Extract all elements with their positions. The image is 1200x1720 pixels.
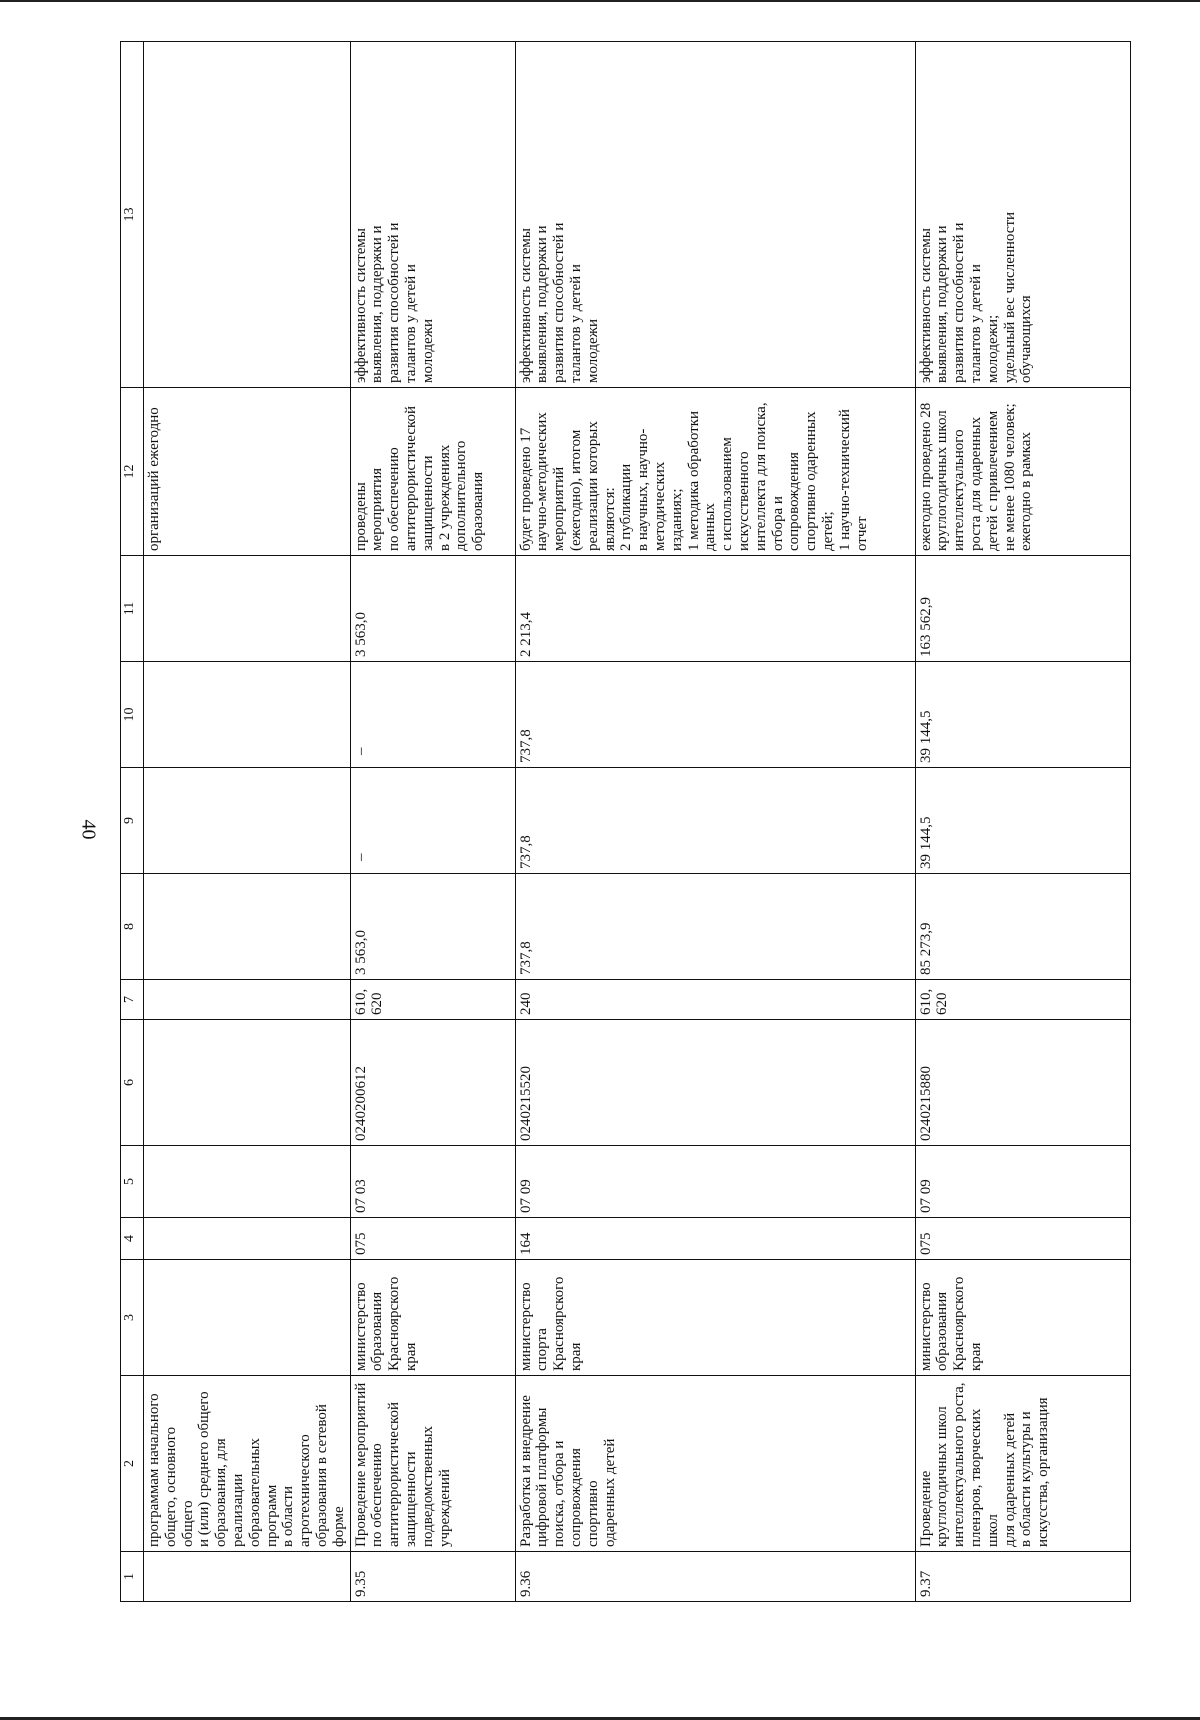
cell-num: 9.36: [515, 1552, 915, 1602]
page-number: 40: [77, 819, 100, 840]
cell-executor: министерство образования Красноярского края: [350, 1260, 515, 1376]
cell-name: программам начального общего, основного общего и (или) среднего общего образования, для реализации образовательных программ в области агротехнического образования в сетевой форме: [144, 1376, 351, 1552]
scan-top-edge: [0, 0, 1200, 2]
cell-name: Разработка и внедрение цифровой платформы поиска, отбора и сопровождения спортивно одаренных детей: [515, 1376, 915, 1552]
table-row-continuation: [144, 42, 351, 1602]
cell-c4: 075: [350, 1218, 515, 1260]
cell-c5: [144, 1146, 351, 1218]
col-header-13: 13: [121, 42, 144, 388]
cell-c8: 3 563,0: [350, 874, 515, 980]
cell-c7: 610, 620: [915, 980, 1130, 1020]
cell-result: будет проведено 17 научно-методических мероприятий (ежегодно), итогом реализации которых являются: 2 публикации в научных, научно- методических изданиях; 1 методика обработки данных с использованием искусственного интеллекта для поиска, отбора и сопровождения спортивно одаренных детей; 1 научно-технический отчет: [515, 388, 915, 556]
cell-c6: 0240215520: [515, 1020, 915, 1146]
cell-c4: 164: [515, 1218, 915, 1260]
col-header-7: 7: [121, 980, 144, 1020]
cell-result: ежегодно проведено 28 круглогодичных школ интеллектуального роста для одаренных детей с привлечением не менее 1080 человек; ежегодно в рамках: [915, 388, 1130, 556]
cell-goal: [144, 42, 351, 388]
cell-c5: 07 09: [915, 1146, 1130, 1218]
cell-c9: –: [350, 768, 515, 874]
col-header-1: 1: [121, 1552, 144, 1602]
cell-c10: 737,8: [515, 662, 915, 768]
cell-c11: 163 562,9: [915, 556, 1130, 662]
cell-c8: [144, 874, 351, 980]
cell-result: проведены мероприятия по обеспечению антитеррористической защищенности в 2 учреждениях дополнительного образования: [350, 388, 515, 556]
col-header-6: 6: [121, 1020, 144, 1146]
cell-goal: эффективность системы выявления, поддержки и развития способностей и талантов у детей и молодежи: [515, 42, 915, 388]
col-header-2: 2: [121, 1376, 144, 1552]
cell-c10: 39 144,5: [915, 662, 1130, 768]
col-header-11: 11: [121, 556, 144, 662]
cell-c6: [144, 1020, 351, 1146]
cell-executor: министерство образования Красноярского края: [915, 1260, 1130, 1376]
cell-c10: [144, 662, 351, 768]
cell-result: организаций ежегодно: [144, 388, 351, 556]
cell-c6: 0240215880: [915, 1020, 1130, 1146]
cell-goal: эффективность системы выявления, поддержки и развития способностей и талантов у детей и молодежи: [350, 42, 515, 388]
cell-c11: 3 563,0: [350, 556, 515, 662]
activities-table: [120, 41, 1131, 1602]
cell-c9: [144, 768, 351, 874]
cell-num: 9.35: [350, 1552, 515, 1602]
col-header-12: 12: [121, 388, 144, 556]
cell-c11: 2 213,4: [515, 556, 915, 662]
cell-name: Проведение мероприятий по обеспечению антитеррористической защищенности подведомственных учреждений: [350, 1376, 515, 1552]
cell-c7: [144, 980, 351, 1020]
col-header-10: 10: [121, 662, 144, 768]
cell-c7: 240: [515, 980, 915, 1020]
cell-c11: [144, 556, 351, 662]
cell-c4: 075: [915, 1218, 1130, 1260]
cell-c5: 07 09: [515, 1146, 915, 1218]
rotated-sheet: [120, 42, 1165, 1602]
cell-c7: 610, 620: [350, 980, 515, 1020]
cell-executor: министерство спорта Красноярского края: [515, 1260, 915, 1376]
cell-c8: 85 273,9: [915, 874, 1130, 980]
table-row-9-37: [915, 42, 1130, 1602]
cell-c8: 737,8: [515, 874, 915, 980]
cell-c9: 39 144,5: [915, 768, 1130, 874]
col-header-8: 8: [121, 874, 144, 980]
table-row-9-36: [515, 42, 915, 1602]
cell-c4: [144, 1218, 351, 1260]
cell-c9: 737,8: [515, 768, 915, 874]
col-header-3: 3: [121, 1260, 144, 1376]
cell-goal: эффективность системы выявления, поддержки и развития способностей и талантов у детей и молодежи; удельный вес численности обучающихся: [915, 42, 1130, 388]
cell-name: Проведение круглогодичных школ интеллектуального роста, пленэров, творческих школ для одаренных детей в области культуры и искусства, организация: [915, 1376, 1130, 1552]
header-row: [121, 42, 144, 1602]
col-header-9: 9: [121, 768, 144, 874]
col-header-4: 4: [121, 1218, 144, 1260]
cell-num: 9.37: [915, 1552, 1130, 1602]
cell-executor: [144, 1260, 351, 1376]
table-row-9-35: [350, 42, 515, 1602]
col-header-5: 5: [121, 1146, 144, 1218]
cell-c5: 07 03: [350, 1146, 515, 1218]
cell-num: [144, 1552, 351, 1602]
cell-c6: 0240200612: [350, 1020, 515, 1146]
cell-c10: –: [350, 662, 515, 768]
